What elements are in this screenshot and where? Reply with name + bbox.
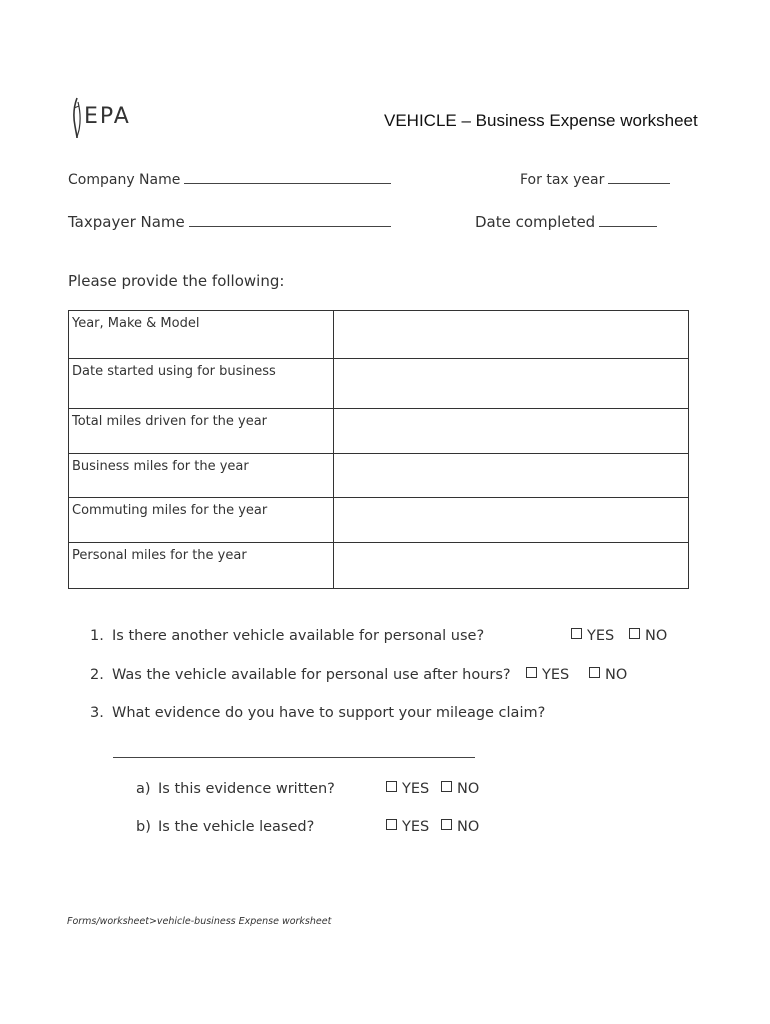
question-2 [90, 667, 511, 683]
yes-label: YES [402, 781, 430, 797]
yes-label: YES [542, 667, 570, 683]
date-completed-label: Date completed [475, 213, 596, 231]
no-label: NO [645, 628, 668, 644]
subquestion-b [136, 819, 314, 835]
taxpayer-name-label: Taxpayer Name [68, 213, 185, 231]
subquestion-text: Is this evidence written? [158, 781, 335, 797]
company-name-label: Company Name [68, 172, 181, 188]
vehicle-info-table [68, 310, 689, 589]
row-label: Personal miles for the year [69, 543, 334, 589]
checkbox-icon[interactable] [571, 628, 582, 639]
subquestion-a [136, 781, 335, 797]
table-row [69, 359, 689, 409]
question-number: 3. [90, 705, 104, 721]
yes-label: YES [587, 628, 615, 644]
subquestion-letter: a) [136, 781, 151, 797]
qa-yes-option[interactable] [386, 781, 429, 797]
tax-year-label: For tax year [520, 172, 605, 188]
qb-yes-option[interactable] [386, 819, 429, 835]
qb-no-option[interactable] [441, 819, 479, 835]
checkbox-icon[interactable] [386, 819, 397, 830]
subquestion-text: Is the vehicle leased? [158, 819, 315, 835]
row-value-cell[interactable] [334, 311, 689, 359]
date-completed-field[interactable] [475, 213, 657, 231]
tax-year-line[interactable] [608, 171, 670, 184]
q2-yes-option[interactable] [526, 667, 569, 683]
epa-logo [70, 96, 150, 140]
no-label: NO [457, 781, 480, 797]
table-row [69, 311, 689, 359]
no-label: NO [457, 819, 480, 835]
row-value-cell[interactable] [334, 498, 689, 543]
qa-no-option[interactable] [441, 781, 479, 797]
question-text: What evidence do you have to support your mileage claim? [112, 705, 546, 721]
question-3 [90, 705, 545, 721]
intro-text: Please provide the following: [68, 272, 285, 290]
row-value-cell[interactable] [334, 454, 689, 498]
row-label: Business miles for the year [69, 454, 334, 498]
question-text: Is there another vehicle available for personal use? [112, 628, 485, 644]
logo-text: EPA [84, 104, 131, 129]
question-1 [90, 628, 484, 644]
checkbox-icon[interactable] [589, 667, 600, 678]
row-label: Year, Make & Model [69, 311, 334, 359]
row-value-cell[interactable] [334, 543, 689, 589]
checkbox-icon[interactable] [441, 781, 452, 792]
page-title: VEHICLE – Business Expense worksheet [384, 111, 698, 130]
checkbox-icon[interactable] [386, 781, 397, 792]
leaf-icon [70, 96, 84, 140]
taxpayer-name-line[interactable] [189, 214, 391, 227]
checkbox-icon[interactable] [629, 628, 640, 639]
row-value-cell[interactable] [334, 409, 689, 454]
taxpayer-name-field[interactable] [68, 213, 391, 231]
question-text: Was the vehicle available for personal use after hours? [112, 667, 511, 683]
table-row [69, 498, 689, 543]
table-row [69, 543, 689, 589]
q1-yes-option[interactable] [571, 628, 614, 644]
date-completed-line[interactable] [599, 214, 657, 227]
tax-year-field[interactable] [520, 171, 670, 188]
company-name-line[interactable] [184, 171, 391, 184]
q2-no-option[interactable] [589, 667, 627, 683]
no-label: NO [605, 667, 628, 683]
question-number: 1. [90, 628, 104, 644]
q1-no-option[interactable] [629, 628, 667, 644]
checkbox-icon[interactable] [441, 819, 452, 830]
row-value-cell[interactable] [334, 359, 689, 409]
table-row [69, 409, 689, 454]
yes-label: YES [402, 819, 430, 835]
checkbox-icon[interactable] [526, 667, 537, 678]
row-label: Commuting miles for the year [69, 498, 334, 543]
footer-path: Forms/worksheet>vehicle-business Expense worksheet [67, 916, 332, 927]
question-number: 2. [90, 667, 104, 683]
subquestion-letter: b) [136, 819, 151, 835]
company-name-field[interactable] [68, 171, 391, 188]
row-label: Date started using for business [69, 359, 334, 409]
row-label: Total miles driven for the year [69, 409, 334, 454]
table-row [69, 454, 689, 498]
evidence-answer-line[interactable] [113, 757, 475, 758]
